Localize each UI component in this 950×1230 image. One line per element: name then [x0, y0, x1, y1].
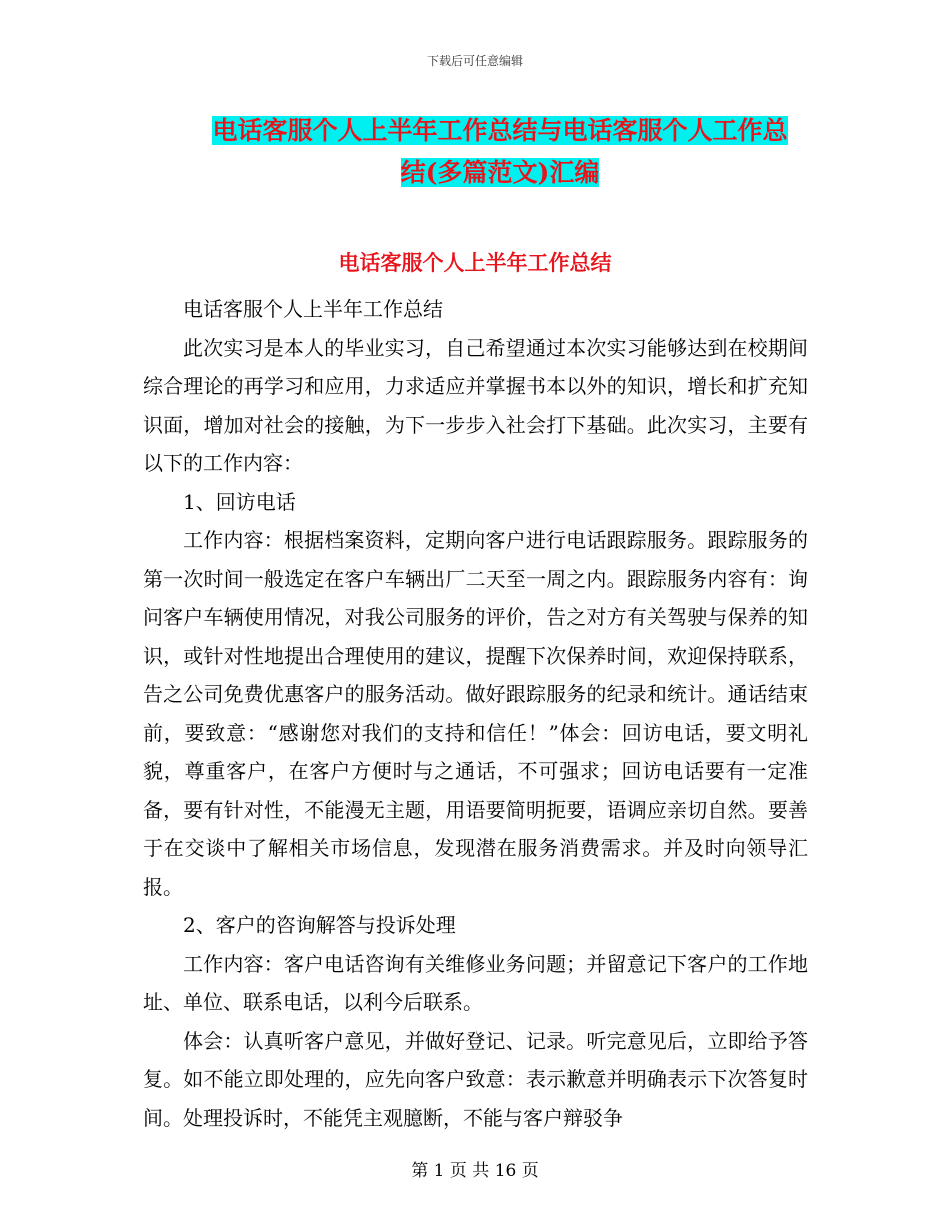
document-title [140, 110, 860, 194]
paragraph-experience: 体会：认真听客户意见，并做好登记、记录。听完意见后，立即给予答复。如不能立即处理的，应先向客户致意：表示歉意并明确表示下次答复时间。处理投诉时，不能凭主观臆断，不能与客户辩驳争 [143, 1028, 808, 1130]
page-indicator: 第 1 页 共 16 页 [411, 1161, 539, 1181]
header-note: 下载后可任意编辑 [426, 54, 523, 68]
document-body [143, 290, 808, 1137]
document-title-line2: 结(多篇范文)汇编 [400, 158, 600, 187]
paragraph-intro: 此次实习是本人的毕业实习，自己希望通过本次实习能够达到在校期间综合理论的再学习和应用，力求适应并掌握书本以外的知识，增长和扩充知识面，增加对社会的接触，为下一步步入社会打下基础。此次实习，主要有以下的工作内容： [143, 335, 808, 475]
paragraph-work-content-1: 工作内容：根据档案资料，定期向客户进行电话跟踪服务。跟踪服务的第一次时间一般选定在客户车辆出厂二天至一周之内。跟踪服务内容有：询问客户车辆使用情况，对我公司服务的评价，告之对方有关驾驶与保养的知识，或针对性地提出合理使用的建议，提醒下次保养时间，欢迎保持联系，告之公司免费优惠客户的服务活动。做好跟踪服务的纪录和统计。通话结束前，要致意：“感谢您对我们的支持和信任！”体会：回访电话，要文明礼貌，尊重客户，在客户方便时与之通话，不可强求；回访电话要有一定准备，要有针对性，不能漫无主题，用语要简明扼要，语调应亲切自然。要善于在交谈中了解相关市场信息，发现潜在服务消费需求。并及时向领导汇报。 [143, 528, 808, 899]
paragraph-work-content-2: 工作内容：客户电话咨询有关维修业务问题；并留意记下客户的工作地址、单位、联系电话，以利今后联系。 [143, 951, 808, 1014]
paragraph-heading-1: 1、回访电话 [183, 489, 296, 514]
paragraph-heading-2: 2、客户的咨询解答与投诉处理 [183, 913, 456, 937]
document-title-line1: 电话客服个人上半年工作总结与电话客服个人工作总 [212, 116, 788, 145]
section-title: 电话客服个人上半年工作总结 [338, 250, 612, 275]
paragraph-subtitle: 电话客服个人上半年工作总结 [183, 297, 443, 321]
